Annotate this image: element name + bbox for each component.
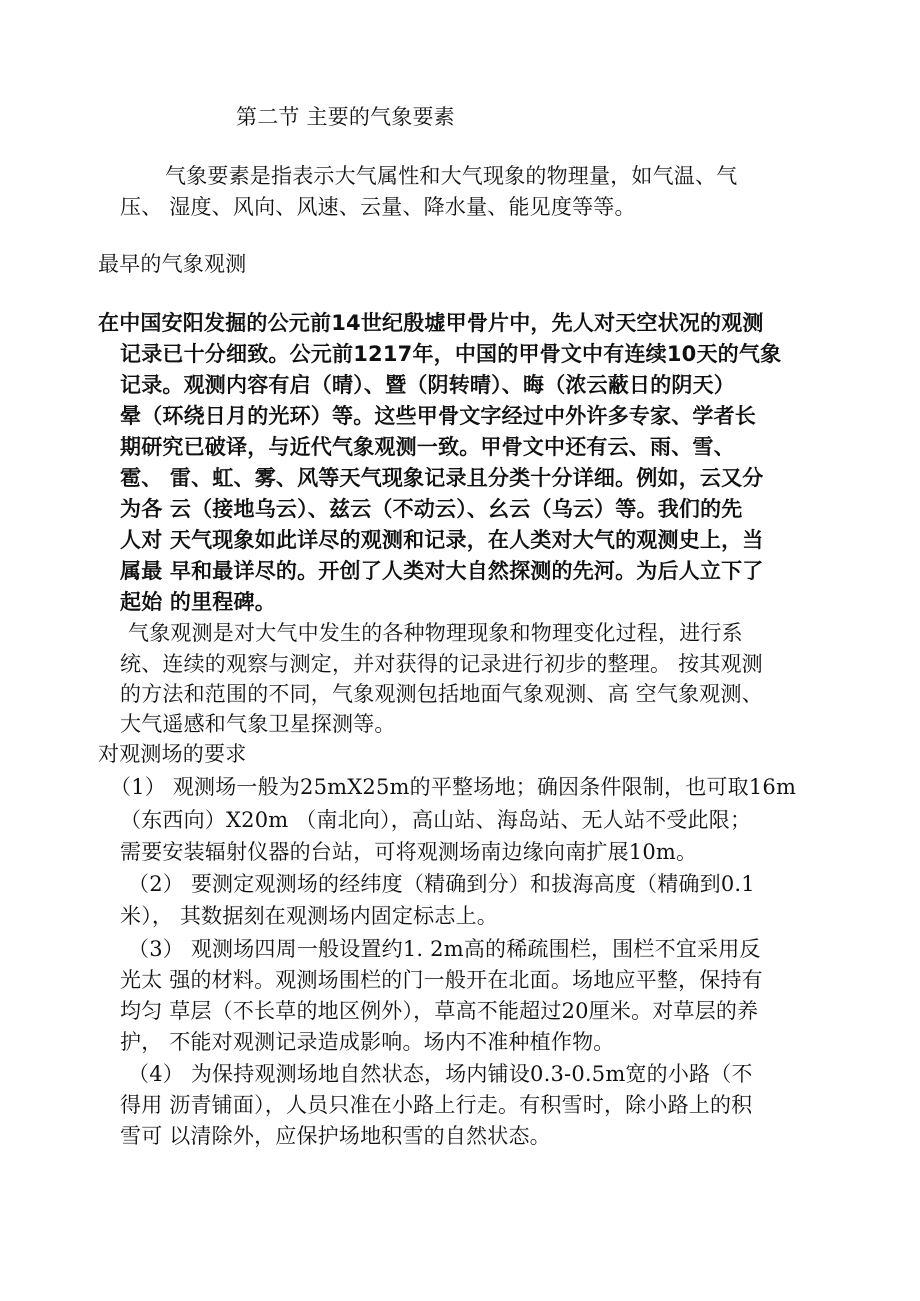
oracle-line-8: 人对 天气现象如此详尽的观测和记录，在人类对大气的观测史上，当 bbox=[120, 528, 764, 552]
req3-line-2: 光太 强的材料。观测场围栏的门一般开在北面。场地应平整，保持有 bbox=[120, 968, 763, 992]
oracle-line-4: 晕（环绕日月的光环）等。这些甲骨文字经过中外许多专家、学者长 bbox=[120, 404, 756, 428]
obs-def-line-1: 气象观测是对大气中发生的各种物理现象和物理变化过程，进行系 bbox=[128, 621, 743, 645]
section-heading-earliest: 最早的气象观测 bbox=[98, 252, 247, 276]
oracle-line-3: 记录。观测内容有启（晴）、暨（阴转晴）、晦（浓云蔽日的阴天） bbox=[120, 373, 735, 397]
req3-line-3: 均匀 草层（不长草的地区例外），草高不能超过20厘米。对草层的养 bbox=[120, 999, 759, 1023]
req4-line-3: 雪可 以清除外，应保护场地积雪的自然状态。 bbox=[120, 1124, 551, 1148]
intro-line-1: 气象要素是指表示大气属性和大气现象的物理量，如气温、气 bbox=[165, 164, 738, 188]
section-heading-requirements: 对观测场的要求 bbox=[98, 742, 247, 766]
req4-line-1: （4） 为保持观测场地自然状态，场内铺设0.3-0.5m宽的小路（不 bbox=[128, 1062, 753, 1086]
req3-line-4: 护， 不能对观测记录造成影响。场内不准种植作物。 bbox=[120, 1030, 615, 1054]
oracle-line-10: 起始 的里程碑。 bbox=[120, 590, 276, 614]
req1-line-1: （1） 观测场一般为25mX25m的平整场地；确因条件限制，也可取16m bbox=[110, 775, 797, 799]
oracle-line-9: 属最 早和最详尽的。开创了人类对大自然探测的先河。为后人立下了 bbox=[120, 559, 764, 583]
obs-def-line-4: 大气遥感和气象卫星探测等。 bbox=[120, 712, 396, 736]
page-title: 第二节 主要的气象要素 bbox=[236, 105, 455, 129]
oracle-line-7: 为各 云（接地乌云）、兹云（不动云）、幺云（乌云）等。我们的先 bbox=[120, 497, 743, 521]
oracle-line-1: 在中国安阳发掘的公元前14世纪殷墟甲骨片中，先人对天空状况的观测 bbox=[98, 311, 764, 335]
req1-line-2: （东西向）X20m （南北向），高山站、海岛站、无人站不受此限； bbox=[120, 808, 752, 832]
req3-line-1: （3） 观测场四周一般设置约1. 2m高的稀疏围栏，围栏不宜采用反 bbox=[128, 937, 761, 961]
req1-line-3: 需要安装辐射仪器的台站，可将观测场南边缘向南扩展10m。 bbox=[120, 840, 698, 864]
req2-line-2: 米）， 其数据刻在观测场内固定标志上。 bbox=[120, 904, 498, 928]
req2-line-1: （2） 要测定观测场的经纬度（精确到分）和拔海高度（精确到0.1 bbox=[128, 872, 755, 896]
oracle-line-2: 记录已十分细致。公元前1217年，中国的甲骨文中有连续10天的气象 bbox=[120, 342, 782, 366]
req4-line-2: 得用 沥青铺面），人员只准在小路上行走。有积雪时，除小路上的积 bbox=[120, 1093, 753, 1117]
obs-def-line-2: 统、连续的观察与测定，并对获得的记录进行初步的整理。 按其观测 bbox=[120, 652, 763, 676]
intro-line-2: 压、 湿度、风向、风速、云量、降水量、能见度等等。 bbox=[120, 195, 636, 219]
oracle-line-6: 雹、 雷、虹、雾、风等天气现象记录且分类十分详细。例如，云又分 bbox=[120, 466, 764, 490]
oracle-line-5: 期研究已破译，与近代气象观测一致。甲骨文中还有云、雨、雪、 bbox=[120, 435, 735, 459]
obs-def-line-3: 的方法和范围的不同，气象观测包括地面气象观测、高 空气象观测、 bbox=[120, 682, 763, 706]
